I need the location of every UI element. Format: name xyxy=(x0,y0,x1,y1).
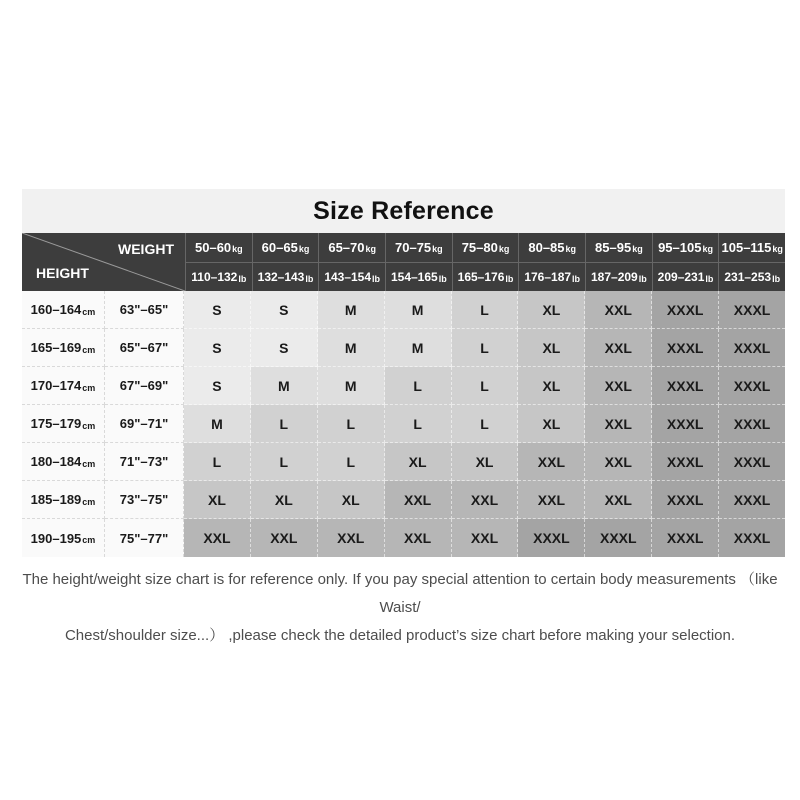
size-cell: XXXL xyxy=(652,519,719,557)
size-cell: XXXL xyxy=(652,291,719,329)
height-cm-cell xyxy=(22,481,105,519)
size-cell: XXXL xyxy=(719,367,785,405)
height-cm-value: 180–184 xyxy=(30,454,82,469)
size-cell: XXXL xyxy=(652,329,719,367)
table-row xyxy=(22,367,785,405)
height-inches-cell: 65"–67" xyxy=(105,329,184,367)
size-cell: XXL xyxy=(585,291,652,329)
size-cell: M xyxy=(251,367,318,405)
height-inches-cell: 73"–75" xyxy=(105,481,184,519)
size-cell: XXL xyxy=(452,481,519,519)
height-label: HEIGHT xyxy=(36,265,89,281)
lb-unit-label: lb xyxy=(438,273,447,284)
weight-column-header xyxy=(718,233,785,291)
weight-kg-value: 85–95 xyxy=(595,239,632,255)
size-cell: XXXL xyxy=(652,443,719,481)
cm-unit-label: cm xyxy=(82,420,96,431)
corner-cell xyxy=(22,233,185,291)
weight-kg-value: 95–105 xyxy=(658,239,702,255)
weight-kg-value: 80–85 xyxy=(528,239,565,255)
weight-lb-cell xyxy=(186,263,252,292)
weight-lb-cell xyxy=(453,263,519,292)
size-cell: XL xyxy=(518,367,585,405)
height-cm-cell xyxy=(22,405,105,443)
kg-unit-label: kg xyxy=(498,244,510,255)
kg-unit-label: kg xyxy=(632,244,643,255)
size-cell: XL xyxy=(184,481,251,519)
size-cell: S xyxy=(184,367,251,405)
cm-unit-label: cm xyxy=(82,535,96,545)
size-cell: M xyxy=(318,329,385,367)
height-cm-cell xyxy=(22,367,105,405)
size-cell: XXL xyxy=(585,481,652,519)
page-title: Size Reference xyxy=(22,189,785,233)
table-body xyxy=(22,291,785,557)
kg-unit-label: kg xyxy=(702,244,713,255)
weight-lb-value: 187–209 xyxy=(591,269,638,284)
weight-column-header xyxy=(585,233,652,291)
size-cell: M xyxy=(184,405,251,443)
size-cell: L xyxy=(184,443,251,481)
height-cm-value: 170–174 xyxy=(30,378,82,393)
size-cell: L xyxy=(318,405,385,443)
weight-kg-cell xyxy=(186,233,252,263)
height-inches-cell: 69"–71" xyxy=(105,405,184,443)
height-cm-cell xyxy=(22,329,105,367)
size-cell: XXXL xyxy=(652,481,719,519)
weight-kg-cell xyxy=(453,233,519,263)
weight-lb-value: 176–187 xyxy=(524,269,572,284)
size-cell: XXL xyxy=(585,329,652,367)
table-row xyxy=(22,291,785,329)
size-cell: S xyxy=(251,291,318,329)
table-row xyxy=(22,443,785,481)
lb-unit-label: lb xyxy=(372,273,381,284)
size-cell: XXL xyxy=(585,443,652,481)
weight-kg-cell xyxy=(319,233,385,263)
size-cell: XXXL xyxy=(518,519,585,557)
kg-unit-label: kg xyxy=(565,244,577,255)
size-cell: L xyxy=(452,291,519,329)
weight-lb-cell xyxy=(719,263,785,292)
size-cell: XXL xyxy=(385,519,452,557)
size-cell: L xyxy=(452,367,519,405)
cm-unit-label: cm xyxy=(82,306,96,317)
size-cell: XL xyxy=(452,443,519,481)
size-cell: XXL xyxy=(318,519,385,557)
size-cell: L xyxy=(385,405,452,443)
size-cell: XL xyxy=(385,443,452,481)
lb-unit-label: lb xyxy=(772,273,781,284)
weight-column-header xyxy=(385,233,452,291)
weight-kg-value: 75–80 xyxy=(461,239,498,255)
weight-kg-cell xyxy=(253,233,319,263)
size-cell: XXL xyxy=(518,481,585,519)
size-cell: XXXL xyxy=(719,405,785,443)
weight-lb-cell xyxy=(653,263,719,292)
size-cell: L xyxy=(251,405,318,443)
height-cm-cell xyxy=(22,519,105,557)
weight-lb-cell xyxy=(253,263,319,292)
size-cell: XXXL xyxy=(585,519,652,557)
weight-lb-cell xyxy=(519,263,585,292)
table-header xyxy=(22,233,785,291)
size-cell: XL xyxy=(318,481,385,519)
kg-unit-label: kg xyxy=(298,244,310,255)
size-cell: XXXL xyxy=(719,519,785,557)
weight-kg-value: 105–115 xyxy=(721,239,772,255)
weight-lb-value: 165–176 xyxy=(457,269,505,284)
table-row xyxy=(22,405,785,443)
weight-kg-cell xyxy=(586,233,652,263)
table-row xyxy=(22,329,785,367)
weight-lb-cell xyxy=(319,263,385,292)
weight-lb-value: 132–143 xyxy=(257,269,305,284)
height-inches-cell: 63"–65" xyxy=(105,291,184,329)
weight-lb-value: 110–132 xyxy=(191,269,238,284)
weight-kg-cell xyxy=(519,233,585,263)
weight-column-header xyxy=(652,233,719,291)
size-cell: XXL xyxy=(518,443,585,481)
size-cell: L xyxy=(452,405,519,443)
kg-unit-label: kg xyxy=(232,244,243,255)
size-cell: XXXL xyxy=(652,405,719,443)
footer-line-1: The height/weight size chart is for reference only. If you pay special attention to certain body measurements （like Waist/ xyxy=(22,571,778,616)
lb-unit-label: lb xyxy=(705,273,714,284)
weight-kg-cell xyxy=(653,233,719,263)
cm-unit-label: cm xyxy=(82,382,96,393)
size-cell: XXL xyxy=(251,519,318,557)
size-cell: XL xyxy=(518,329,585,367)
size-cell: L xyxy=(318,443,385,481)
height-cm-cell xyxy=(22,291,105,329)
weight-lb-value: 231–253 xyxy=(724,269,772,284)
weight-lb-value: 154–165 xyxy=(390,269,438,284)
weight-label: WEIGHT xyxy=(118,241,174,257)
size-cell: S xyxy=(251,329,318,367)
weight-column-header xyxy=(185,233,252,291)
height-cm-value: 185–189 xyxy=(30,492,82,507)
weight-lb-cell xyxy=(586,263,652,292)
lb-unit-label: lb xyxy=(305,273,314,284)
table-row xyxy=(22,481,785,519)
table-row xyxy=(22,519,785,557)
weight-kg-value: 65–70 xyxy=(328,239,365,255)
size-cell: XXXL xyxy=(719,443,785,481)
weight-column-header xyxy=(452,233,519,291)
size-cell: XXXL xyxy=(719,329,785,367)
size-cell: XXL xyxy=(585,405,652,443)
size-cell: L xyxy=(385,367,452,405)
lb-unit-label: lb xyxy=(238,273,247,284)
height-cm-value: 175–179 xyxy=(30,416,82,431)
size-cell: L xyxy=(452,329,519,367)
size-reference-chart xyxy=(22,189,785,557)
size-cell: XL xyxy=(518,405,585,443)
size-cell: XXXL xyxy=(719,291,785,329)
weight-kg-value: 50–60 xyxy=(195,239,232,255)
weight-lb-value: 143–154 xyxy=(324,269,372,284)
cm-unit-label: cm xyxy=(82,458,96,469)
weight-kg-value: 70–75 xyxy=(395,239,432,255)
size-cell: XL xyxy=(251,481,318,519)
footer-line-2: Chest/shoulder size...） ,please check the detailed product’s size chart before making your selection. xyxy=(64,627,736,644)
size-cell: M xyxy=(385,291,452,329)
weight-lb-value: 209–231 xyxy=(657,269,705,284)
height-inches-cell: 67"–69" xyxy=(105,367,184,405)
height-inches-cell: 71"–73" xyxy=(105,443,184,481)
lb-unit-label: lb xyxy=(572,273,581,284)
weight-lb-cell xyxy=(386,263,452,292)
weight-kg-value: 60–65 xyxy=(261,239,298,255)
weight-column-header xyxy=(318,233,385,291)
lb-unit-label: lb xyxy=(505,273,514,284)
height-cm-value: 160–164 xyxy=(30,302,82,317)
size-cell: XL xyxy=(518,291,585,329)
weight-column-header xyxy=(518,233,585,291)
size-cell: XXL xyxy=(184,519,251,557)
kg-unit-label: kg xyxy=(365,244,377,255)
cm-unit-label: cm xyxy=(82,344,96,355)
height-inches-cell: 75"–77" xyxy=(105,519,184,557)
size-cell: XXXL xyxy=(719,481,785,519)
height-cm-value: 190–195 xyxy=(30,530,82,546)
weight-kg-cell xyxy=(719,233,785,263)
lb-unit-label: lb xyxy=(638,273,647,284)
size-cell: S xyxy=(184,291,251,329)
size-cell: XXL xyxy=(585,367,652,405)
size-cell: S xyxy=(184,329,251,367)
height-cm-cell xyxy=(22,443,105,481)
kg-unit-label: kg xyxy=(772,244,783,255)
weight-kg-cell xyxy=(386,233,452,263)
size-cell: XXL xyxy=(452,519,519,557)
weight-column-header xyxy=(252,233,319,291)
size-cell: M xyxy=(318,367,385,405)
size-cell: L xyxy=(251,443,318,481)
size-cell: M xyxy=(318,291,385,329)
size-cell: XXXL xyxy=(652,367,719,405)
size-cell: M xyxy=(385,329,452,367)
height-cm-value: 165–169 xyxy=(30,340,82,355)
kg-unit-label: kg xyxy=(432,244,443,255)
size-cell: XXL xyxy=(385,481,452,519)
cm-unit-label: cm xyxy=(82,496,96,507)
footer-note xyxy=(0,566,800,650)
